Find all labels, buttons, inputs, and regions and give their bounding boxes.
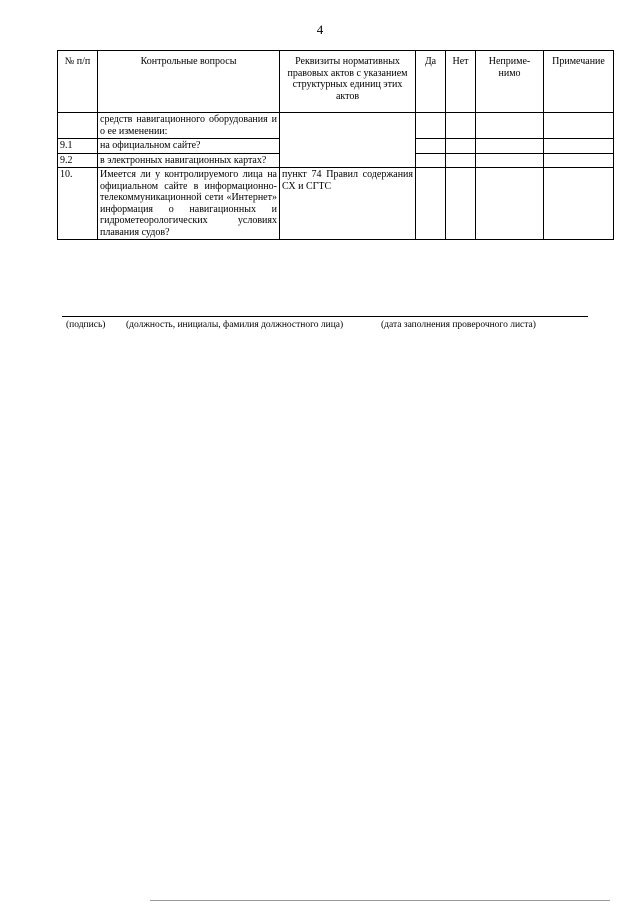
cell-yes: [416, 139, 446, 154]
row-requisites: пункт 74 Правил содержания СХ и СГТС: [280, 168, 416, 240]
header-question: Контрольные вопросы: [98, 51, 280, 113]
header-na: Неприме-нимо: [476, 51, 544, 113]
header-note: Примечание: [544, 51, 614, 113]
cell-note: [544, 113, 614, 139]
cell-note: [544, 139, 614, 154]
cell-note: [544, 153, 614, 168]
row-num: 9.1: [58, 139, 98, 154]
signature-label: (подпись): [66, 320, 106, 330]
cell-no: [446, 168, 476, 240]
cell-no: [446, 113, 476, 139]
cell-note: [544, 168, 614, 240]
cell-no: [446, 139, 476, 154]
cell-no: [446, 153, 476, 168]
cell-na: [476, 113, 544, 139]
checklist-table: [57, 50, 614, 240]
date-label: (дата заполнения проверочного листа): [381, 320, 536, 330]
header-num: № п/п: [58, 51, 98, 113]
row-requisites: [280, 113, 416, 168]
cell-yes: [416, 168, 446, 240]
row-question: в электронных навигационных картах?: [98, 153, 280, 168]
signature-line: [62, 316, 588, 317]
header-no: Нет: [446, 51, 476, 113]
row-question: на официальном сайте?: [98, 139, 280, 154]
header-yes: Да: [416, 51, 446, 113]
row-num: 10.: [58, 168, 98, 240]
cell-yes: [416, 153, 446, 168]
cell-na: [476, 153, 544, 168]
row-question: средств навигационного оборудования и о ее изменении:: [98, 113, 280, 139]
cell-yes: [416, 113, 446, 139]
table-row: [58, 168, 614, 240]
cell-na: [476, 139, 544, 154]
row-num: 9.2: [58, 153, 98, 168]
table-header-row: [58, 51, 614, 113]
row-question: Имеется ли у контролируемого лица на официальном сайте в информационно-телекоммуникационной сети «Интернет» информация о навигационных и гидрометеорологических условиях плавания судов?: [98, 168, 280, 240]
cell-na: [476, 168, 544, 240]
row-num: [58, 113, 98, 139]
scan-edge-divider: [150, 900, 610, 901]
page-number: 4: [316, 22, 324, 37]
table-row: [58, 113, 614, 139]
header-requisites: Реквизиты нормативных правовых актов с указанием структурных единиц этих актов: [280, 51, 416, 113]
position-label: (должность, инициалы, фамилия должностного лица): [126, 320, 344, 330]
